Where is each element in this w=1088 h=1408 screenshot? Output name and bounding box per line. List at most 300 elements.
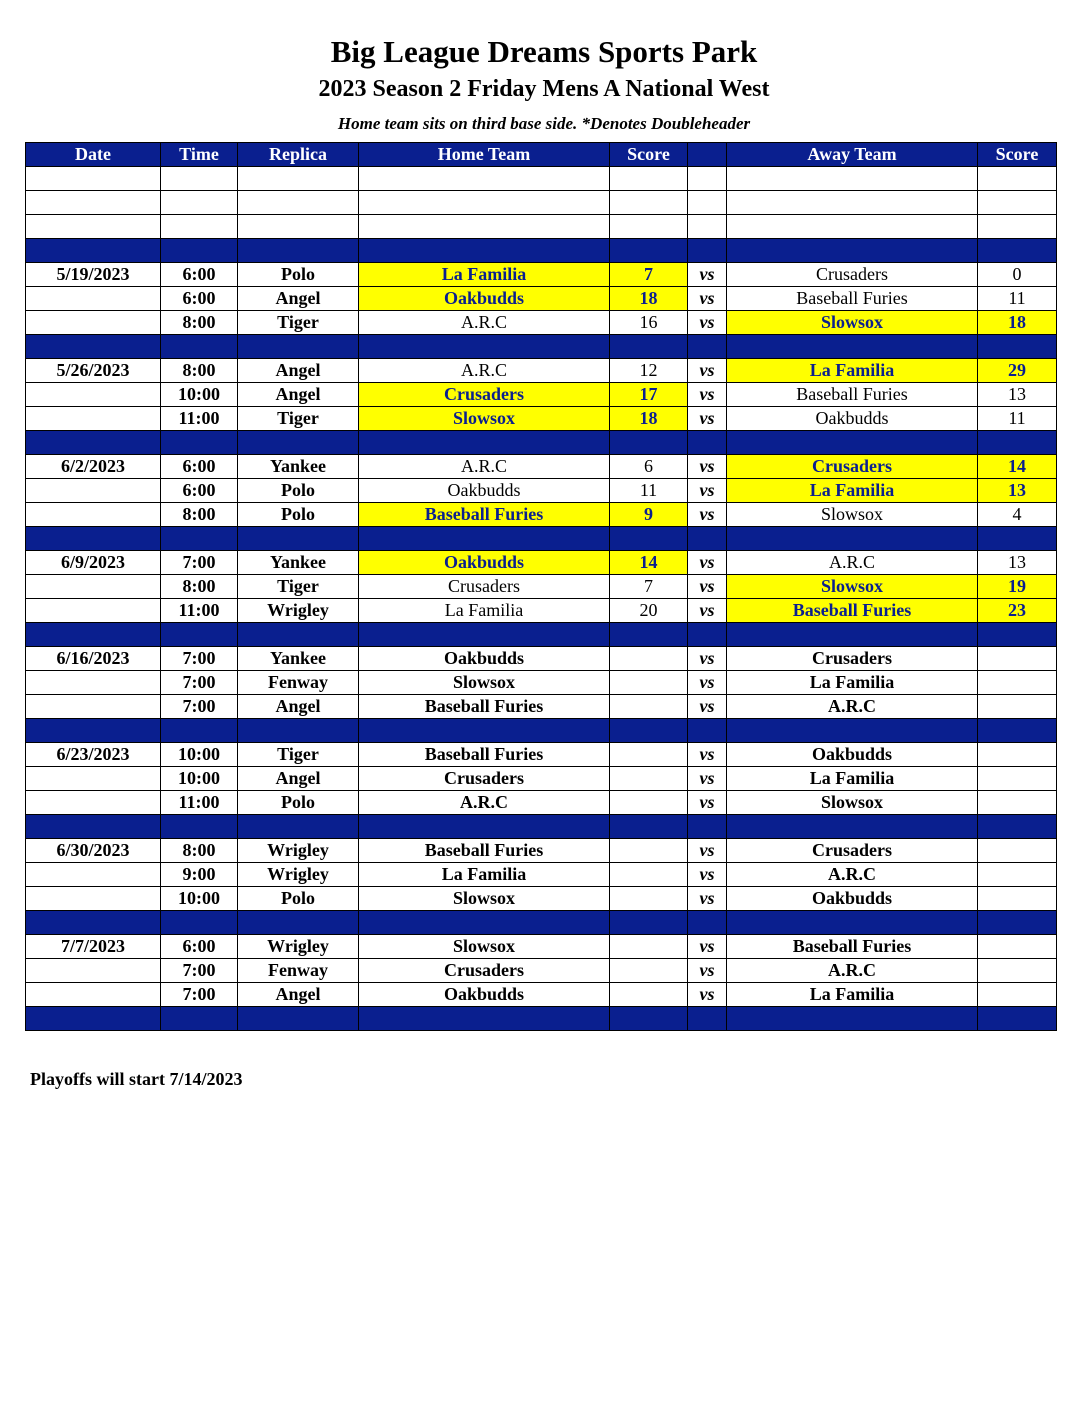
game-row — [26, 743, 1057, 767]
separator-cell — [610, 911, 688, 935]
game-date — [26, 887, 161, 911]
game-field: Tiger — [238, 311, 359, 335]
vs-label: vs — [688, 791, 727, 815]
game-row — [26, 671, 1057, 695]
home-score — [610, 671, 688, 695]
vs-label: vs — [688, 575, 727, 599]
separator-cell — [359, 815, 610, 839]
home-team: Crusaders — [359, 575, 610, 599]
blank-cell — [610, 215, 688, 239]
home-score — [610, 839, 688, 863]
week-separator-row — [26, 911, 1057, 935]
away-score: 13 — [978, 479, 1057, 503]
game-field: Angel — [238, 383, 359, 407]
game-field: Wrigley — [238, 839, 359, 863]
home-score — [610, 695, 688, 719]
blank-cell — [359, 191, 610, 215]
home-score — [610, 935, 688, 959]
separator-cell — [161, 431, 238, 455]
game-row — [26, 407, 1057, 431]
away-score — [978, 767, 1057, 791]
separator-cell — [26, 719, 161, 743]
separator-cell — [26, 239, 161, 263]
blank-cell — [688, 215, 727, 239]
home-score: 6 — [610, 455, 688, 479]
home-team: Baseball Furies — [359, 503, 610, 527]
game-row — [26, 647, 1057, 671]
blank-cell — [161, 191, 238, 215]
home-score: 16 — [610, 311, 688, 335]
home-team: Oakbudds — [359, 647, 610, 671]
home-team: A.R.C — [359, 359, 610, 383]
away-team: A.R.C — [727, 551, 978, 575]
separator-cell — [26, 431, 161, 455]
separator-cell — [610, 335, 688, 359]
game-row — [26, 263, 1057, 287]
game-time: 8:00 — [161, 311, 238, 335]
vs-label: vs — [688, 359, 727, 383]
home-team: La Familia — [359, 263, 610, 287]
home-team: Slowsox — [359, 407, 610, 431]
home-score — [610, 647, 688, 671]
away-team: Slowsox — [727, 311, 978, 335]
blank-cell — [238, 215, 359, 239]
home-team: Slowsox — [359, 671, 610, 695]
game-date — [26, 767, 161, 791]
blank-cell — [610, 191, 688, 215]
away-score — [978, 959, 1057, 983]
vs-label: vs — [688, 959, 727, 983]
game-date — [26, 407, 161, 431]
vs-label: vs — [688, 935, 727, 959]
home-team: Baseball Furies — [359, 743, 610, 767]
blank-cell — [688, 167, 727, 191]
away-team: Baseball Furies — [727, 599, 978, 623]
away-team: La Familia — [727, 767, 978, 791]
separator-cell — [238, 815, 359, 839]
week-separator-row — [26, 815, 1057, 839]
game-field: Angel — [238, 287, 359, 311]
separator-cell — [978, 431, 1057, 455]
separator-cell — [26, 911, 161, 935]
game-date — [26, 311, 161, 335]
col-header-date: Date — [26, 143, 161, 167]
separator-cell — [978, 335, 1057, 359]
game-date: 5/26/2023 — [26, 359, 161, 383]
blank-cell — [359, 167, 610, 191]
separator-cell — [26, 335, 161, 359]
game-field: Wrigley — [238, 935, 359, 959]
game-row — [26, 695, 1057, 719]
home-team: A.R.C — [359, 791, 610, 815]
separator-cell — [161, 911, 238, 935]
home-team: Baseball Furies — [359, 695, 610, 719]
game-field: Polo — [238, 791, 359, 815]
away-team: La Familia — [727, 983, 978, 1007]
week-separator-row — [26, 719, 1057, 743]
vs-label: vs — [688, 551, 727, 575]
blank-cell — [26, 167, 161, 191]
home-score: 20 — [610, 599, 688, 623]
game-time: 7:00 — [161, 551, 238, 575]
game-time: 6:00 — [161, 479, 238, 503]
separator-cell — [688, 431, 727, 455]
table-header-row — [26, 143, 1057, 167]
home-score — [610, 983, 688, 1007]
game-field: Angel — [238, 767, 359, 791]
separator-cell — [238, 239, 359, 263]
game-date — [26, 791, 161, 815]
separator-cell — [978, 239, 1057, 263]
col-header-home-score: Score — [610, 143, 688, 167]
away-score: 18 — [978, 311, 1057, 335]
separator-cell — [978, 527, 1057, 551]
game-date — [26, 287, 161, 311]
game-date: 6/2/2023 — [26, 455, 161, 479]
schedule-table — [25, 142, 1057, 1031]
schedule-note: Home team sits on third base side. *Denotes Doubleheader — [337, 114, 751, 133]
blank-cell — [688, 191, 727, 215]
game-row — [26, 959, 1057, 983]
separator-cell — [161, 527, 238, 551]
separator-cell — [161, 719, 238, 743]
away-score — [978, 695, 1057, 719]
away-team: Slowsox — [727, 575, 978, 599]
home-team: La Familia — [359, 863, 610, 887]
separator-cell — [688, 815, 727, 839]
game-time: 7:00 — [161, 647, 238, 671]
vs-label: vs — [688, 287, 727, 311]
game-row — [26, 311, 1057, 335]
game-row — [26, 767, 1057, 791]
away-score: 0 — [978, 263, 1057, 287]
separator-cell — [26, 527, 161, 551]
game-date: 6/30/2023 — [26, 839, 161, 863]
game-field: Polo — [238, 263, 359, 287]
game-row — [26, 551, 1057, 575]
blank-cell — [238, 167, 359, 191]
separator-cell — [688, 1007, 727, 1031]
game-time: 11:00 — [161, 599, 238, 623]
game-time: 8:00 — [161, 359, 238, 383]
game-field: Polo — [238, 479, 359, 503]
separator-cell — [727, 239, 978, 263]
home-score: 18 — [610, 407, 688, 431]
away-score: 13 — [978, 551, 1057, 575]
away-team: Baseball Furies — [727, 935, 978, 959]
page-subtitle: 2023 Season 2 Friday Mens A National West — [318, 76, 770, 102]
separator-cell — [359, 335, 610, 359]
game-time: 6:00 — [161, 455, 238, 479]
week-separator-row — [26, 527, 1057, 551]
away-team: Crusaders — [727, 455, 978, 479]
game-time: 7:00 — [161, 695, 238, 719]
blank-cell — [161, 167, 238, 191]
blank-cell — [26, 191, 161, 215]
playoffs-note: Playoffs will start 7/14/2023 — [30, 1069, 243, 1089]
game-time: 8:00 — [161, 839, 238, 863]
home-score: 11 — [610, 479, 688, 503]
blank-cell — [727, 167, 978, 191]
game-row — [26, 287, 1057, 311]
away-score — [978, 935, 1057, 959]
game-time: 6:00 — [161, 935, 238, 959]
away-team: A.R.C — [727, 695, 978, 719]
separator-cell — [161, 1007, 238, 1031]
separator-cell — [727, 623, 978, 647]
away-team: Crusaders — [727, 839, 978, 863]
home-team: A.R.C — [359, 455, 610, 479]
col-header-home-team: Home Team — [359, 143, 610, 167]
game-time: 10:00 — [161, 743, 238, 767]
game-date: 6/16/2023 — [26, 647, 161, 671]
away-team: Oakbudds — [727, 743, 978, 767]
game-time: 7:00 — [161, 671, 238, 695]
game-field: Yankee — [238, 455, 359, 479]
separator-cell — [238, 527, 359, 551]
away-team: Slowsox — [727, 503, 978, 527]
blank-cell — [727, 215, 978, 239]
vs-label: vs — [688, 503, 727, 527]
separator-cell — [727, 1007, 978, 1031]
blank-cell — [238, 191, 359, 215]
game-row — [26, 599, 1057, 623]
separator-cell — [238, 431, 359, 455]
game-date — [26, 983, 161, 1007]
game-row — [26, 479, 1057, 503]
away-score — [978, 647, 1057, 671]
home-team: Baseball Furies — [359, 839, 610, 863]
game-date — [26, 695, 161, 719]
separator-cell — [161, 815, 238, 839]
separator-cell — [359, 911, 610, 935]
vs-label: vs — [688, 599, 727, 623]
game-row — [26, 935, 1057, 959]
away-team: La Familia — [727, 359, 978, 383]
away-score — [978, 983, 1057, 1007]
separator-cell — [161, 623, 238, 647]
separator-cell — [610, 1007, 688, 1031]
game-field: Wrigley — [238, 863, 359, 887]
separator-cell — [238, 335, 359, 359]
home-score: 17 — [610, 383, 688, 407]
vs-label: vs — [688, 407, 727, 431]
vs-label: vs — [688, 383, 727, 407]
separator-cell — [727, 431, 978, 455]
blank-cell — [359, 215, 610, 239]
home-team: Oakbudds — [359, 479, 610, 503]
home-score — [610, 791, 688, 815]
game-time: 8:00 — [161, 503, 238, 527]
separator-cell — [359, 719, 610, 743]
separator-cell — [978, 719, 1057, 743]
separator-cell — [161, 239, 238, 263]
away-team: A.R.C — [727, 863, 978, 887]
away-score: 14 — [978, 455, 1057, 479]
home-score: 12 — [610, 359, 688, 383]
separator-cell — [610, 719, 688, 743]
blank-row — [26, 191, 1057, 215]
game-date: 7/7/2023 — [26, 935, 161, 959]
separator-cell — [161, 335, 238, 359]
separator-cell — [610, 431, 688, 455]
separator-cell — [359, 527, 610, 551]
vs-label: vs — [688, 479, 727, 503]
game-field: Polo — [238, 503, 359, 527]
home-score — [610, 767, 688, 791]
separator-cell — [978, 1007, 1057, 1031]
away-score — [978, 743, 1057, 767]
home-team: Oakbudds — [359, 983, 610, 1007]
home-score — [610, 743, 688, 767]
game-row — [26, 791, 1057, 815]
col-header-vs — [688, 143, 727, 167]
vs-label: vs — [688, 839, 727, 863]
separator-cell — [978, 623, 1057, 647]
game-row — [26, 383, 1057, 407]
blank-cell — [978, 191, 1057, 215]
away-team: La Familia — [727, 671, 978, 695]
vs-label: vs — [688, 671, 727, 695]
home-team: Crusaders — [359, 383, 610, 407]
home-score — [610, 863, 688, 887]
separator-cell — [978, 815, 1057, 839]
game-time: 7:00 — [161, 983, 238, 1007]
separator-cell — [688, 335, 727, 359]
game-time: 10:00 — [161, 887, 238, 911]
home-score — [610, 959, 688, 983]
home-team: Oakbudds — [359, 287, 610, 311]
away-team: Crusaders — [727, 263, 978, 287]
game-row — [26, 455, 1057, 479]
home-score — [610, 887, 688, 911]
col-header-away-score: Score — [978, 143, 1057, 167]
away-score: 4 — [978, 503, 1057, 527]
separator-cell — [727, 911, 978, 935]
game-field: Angel — [238, 359, 359, 383]
game-field: Tiger — [238, 407, 359, 431]
separator-cell — [610, 239, 688, 263]
game-time: 11:00 — [161, 407, 238, 431]
separator-cell — [727, 335, 978, 359]
away-score — [978, 863, 1057, 887]
vs-label: vs — [688, 455, 727, 479]
game-field: Yankee — [238, 551, 359, 575]
separator-cell — [610, 815, 688, 839]
separator-cell — [727, 527, 978, 551]
game-row — [26, 983, 1057, 1007]
vs-label: vs — [688, 983, 727, 1007]
blank-row — [26, 215, 1057, 239]
game-date — [26, 863, 161, 887]
game-field: Tiger — [238, 743, 359, 767]
home-score: 7 — [610, 263, 688, 287]
vs-label: vs — [688, 863, 727, 887]
separator-cell — [359, 431, 610, 455]
week-separator-row — [26, 623, 1057, 647]
game-time: 9:00 — [161, 863, 238, 887]
col-header-away-team: Away Team — [727, 143, 978, 167]
separator-cell — [978, 911, 1057, 935]
away-team: La Familia — [727, 479, 978, 503]
separator-cell — [610, 527, 688, 551]
vs-label: vs — [688, 887, 727, 911]
away-team: Crusaders — [727, 647, 978, 671]
separator-cell — [610, 623, 688, 647]
game-row — [26, 887, 1057, 911]
away-score — [978, 839, 1057, 863]
separator-cell — [26, 815, 161, 839]
blank-cell — [978, 215, 1057, 239]
separator-cell — [238, 911, 359, 935]
home-score: 14 — [610, 551, 688, 575]
blank-cell — [978, 167, 1057, 191]
home-score: 18 — [610, 287, 688, 311]
week-separator-row — [26, 335, 1057, 359]
game-time: 7:00 — [161, 959, 238, 983]
home-team: Crusaders — [359, 959, 610, 983]
separator-cell — [688, 719, 727, 743]
week-separator-row — [26, 1007, 1057, 1031]
away-score — [978, 671, 1057, 695]
game-time: 6:00 — [161, 263, 238, 287]
game-date: 6/9/2023 — [26, 551, 161, 575]
away-score: 19 — [978, 575, 1057, 599]
separator-cell — [727, 719, 978, 743]
separator-cell — [727, 815, 978, 839]
away-team: Oakbudds — [727, 407, 978, 431]
home-team: La Familia — [359, 599, 610, 623]
separator-cell — [238, 719, 359, 743]
game-date — [26, 503, 161, 527]
home-score: 9 — [610, 503, 688, 527]
away-team: A.R.C — [727, 959, 978, 983]
separator-cell — [688, 623, 727, 647]
away-score: 29 — [978, 359, 1057, 383]
separator-cell — [359, 239, 610, 263]
game-date — [26, 671, 161, 695]
game-field: Angel — [238, 983, 359, 1007]
game-field: Polo — [238, 887, 359, 911]
vs-label: vs — [688, 767, 727, 791]
vs-label: vs — [688, 647, 727, 671]
away-score — [978, 887, 1057, 911]
col-header-time: Time — [161, 143, 238, 167]
game-field: Fenway — [238, 959, 359, 983]
vs-label: vs — [688, 695, 727, 719]
home-team: Slowsox — [359, 935, 610, 959]
game-field: Angel — [238, 695, 359, 719]
game-time: 10:00 — [161, 383, 238, 407]
game-date: 6/23/2023 — [26, 743, 161, 767]
game-field: Tiger — [238, 575, 359, 599]
week-separator-row — [26, 239, 1057, 263]
schedule-body — [26, 167, 1057, 1031]
week-separator-row — [26, 431, 1057, 455]
home-team: Slowsox — [359, 887, 610, 911]
game-time: 6:00 — [161, 287, 238, 311]
separator-cell — [688, 239, 727, 263]
game-row — [26, 503, 1057, 527]
home-team: Crusaders — [359, 767, 610, 791]
away-score: 23 — [978, 599, 1057, 623]
away-team: Baseball Furies — [727, 287, 978, 311]
game-row — [26, 359, 1057, 383]
vs-label: vs — [688, 263, 727, 287]
away-score — [978, 791, 1057, 815]
blank-cell — [727, 191, 978, 215]
home-team: A.R.C — [359, 311, 610, 335]
